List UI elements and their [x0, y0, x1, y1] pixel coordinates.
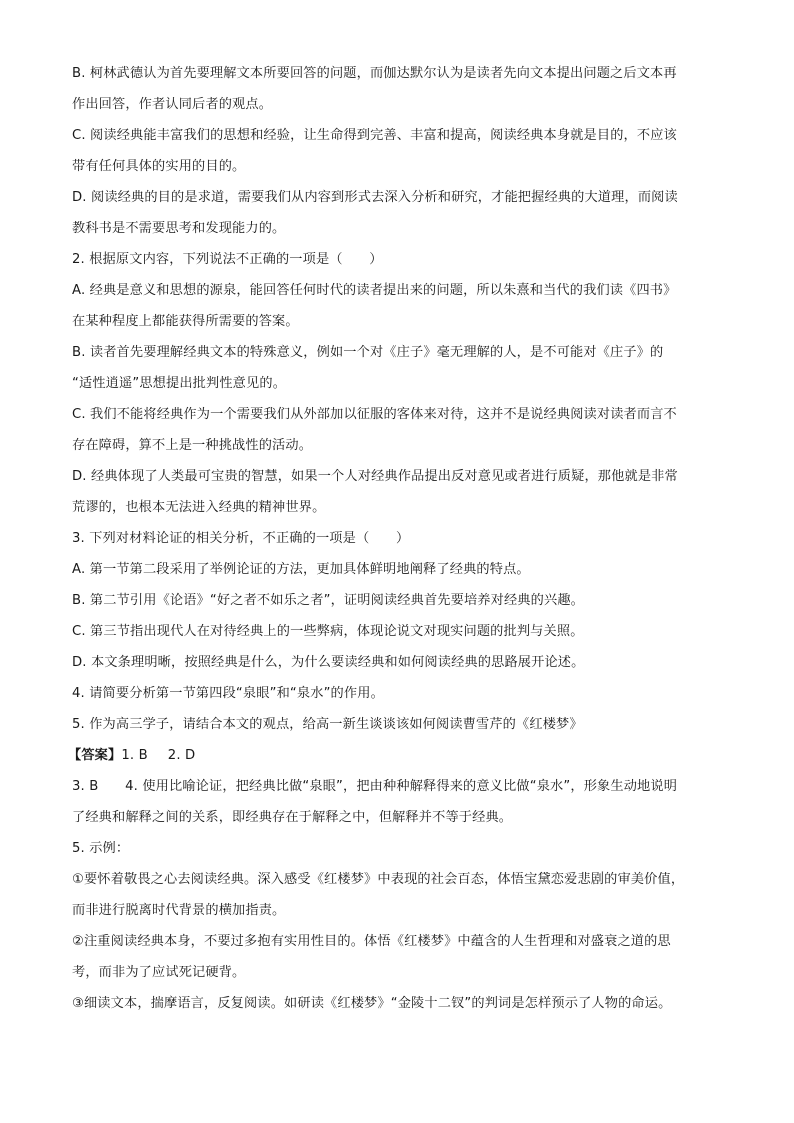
question-2: 2. 根据原文内容，下列说法不正确的一项是（ ）: [72, 252, 383, 267]
option-c-line-1: C. 阅读经典能丰富我们的思想和经验，让生命得到完善、丰富和提高，阅读经典本身就是目的，不应该: [72, 128, 677, 143]
option-b-line-1: B. 柯林武德认为首先要理解文本所要回答的问题，而伽达默尔认为是读者先向文本提出问题之后文本再: [72, 66, 677, 81]
question-4: 4. 请简要分析第一节第四段“泉眼”和“泉水”的作用。: [72, 686, 384, 701]
answer-1: 1. B: [121, 748, 148, 763]
option-c-line-2: 带有任何具体的实用的目的。: [72, 159, 246, 174]
example-1-line-1: ①要怀着敬畏之心去阅读经典。深入感受《红楼梦》中表现的社会百态，体悟宝黛恋爱悲剧的审美价值，: [72, 872, 685, 887]
q2-option-a-line-2: 在某种程度上都能获得所需要的答案。: [72, 314, 299, 329]
q2-option-a-line-1: A. 经典是意义和思想的源泉，能回答任何时代的读者提出来的问题，所以朱熹和当代的我们读《四书》: [72, 283, 677, 298]
option-d-line-2: 教科书是不需要思考和发现能力的。: [72, 221, 286, 236]
answer-4-line-2: 了经典和解释之间的关系，即经典存在于解释之中，但解释并不等于经典。: [72, 810, 513, 825]
q2-option-c-line-2: 存在障碍，算不上是一种挑战性的活动。: [72, 438, 313, 453]
example-1-line-2: 而非进行脱离时代背景的横加指责。: [72, 903, 286, 918]
option-b-line-2: 作出回答，作者认同后者的观点。: [72, 97, 273, 112]
option-d-line-1: D. 阅读经典的目的是求道，需要我们从内容到形式去深入分析和研究，才能把握经典的大道理，而阅读: [72, 190, 678, 205]
example-3-line: ③细读文本，揣摩语言，反复阅读。如研读《红楼梦》“金陵十二钗”的判词是怎样预示了人物的命运。: [72, 996, 672, 1011]
q3-option-c: C. 第三节指出现代人在对待经典上的一些弊病，体现论说文对现实问题的批判与关照。: [72, 624, 584, 639]
document-body: [68, 58, 732, 1019]
example-2-line-1: ②注重阅读经典本身，不要过多抱有实用性目的。体悟《红楼梦》中蕴含的人生哲理和对盛衰之道的思: [72, 934, 671, 949]
q2-option-d-line-1: D. 经典体现了人类最可宝贵的智慧，如果一个人对经典作品提出反对意见或者进行质疑，那他就是非常: [72, 469, 678, 484]
q2-option-b-line-1: B. 读者首先要理解经典文本的特殊意义，例如一个对《庄子》毫无理解的人，是不可能对《庄子》的: [72, 345, 664, 360]
q2-option-c-line-1: C. 我们不能将经典作为一个需要我们从外部加以征服的客体来对待，这并不是说经典阅读对读者而言不: [72, 407, 677, 422]
q2-option-b-line-2: “适性逍遥”思想提出批判性意见的。: [72, 376, 287, 391]
answer-tag: 【答案】: [68, 748, 122, 763]
answer-5-heading: 5. 示例：: [72, 841, 130, 856]
question-5: 5. 作为高三学子，请结合本文的观点，给高一新生谈谈该如何阅读曹雪芹的《红楼梦》: [72, 717, 583, 732]
example-2-line-2: 考，而非为了应试死记硬背。: [72, 965, 246, 980]
answer-line: [68, 740, 732, 771]
q2-option-d-line-2: 荒谬的，也根本无法进入经典的精神世界。: [72, 500, 326, 515]
answer-2: 2. D: [167, 748, 196, 763]
q3-option-b: B. 第二节引用《论语》“好之者不如乐之者”，证明阅读经典首先要培养对经典的兴趣。: [72, 593, 584, 608]
answer-3-4-line-1: 3. B 4. 使用比喻论证，把经典比做“泉眼”，把由种种解释得来的意义比做“泉水”，形象生动地说明: [72, 779, 678, 794]
q3-option-d: D. 本文条理明晰，按照经典是什么，为什么要读经典和如何阅读经典的思路展开论述。: [72, 655, 585, 670]
q3-option-a: A. 第一节第二段采用了举例论证的方法，更加具体鲜明地阐释了经典的特点。: [72, 562, 530, 577]
question-3: 3. 下列对材料论证的相关分析，不正确的一项是（ ）: [72, 531, 410, 546]
